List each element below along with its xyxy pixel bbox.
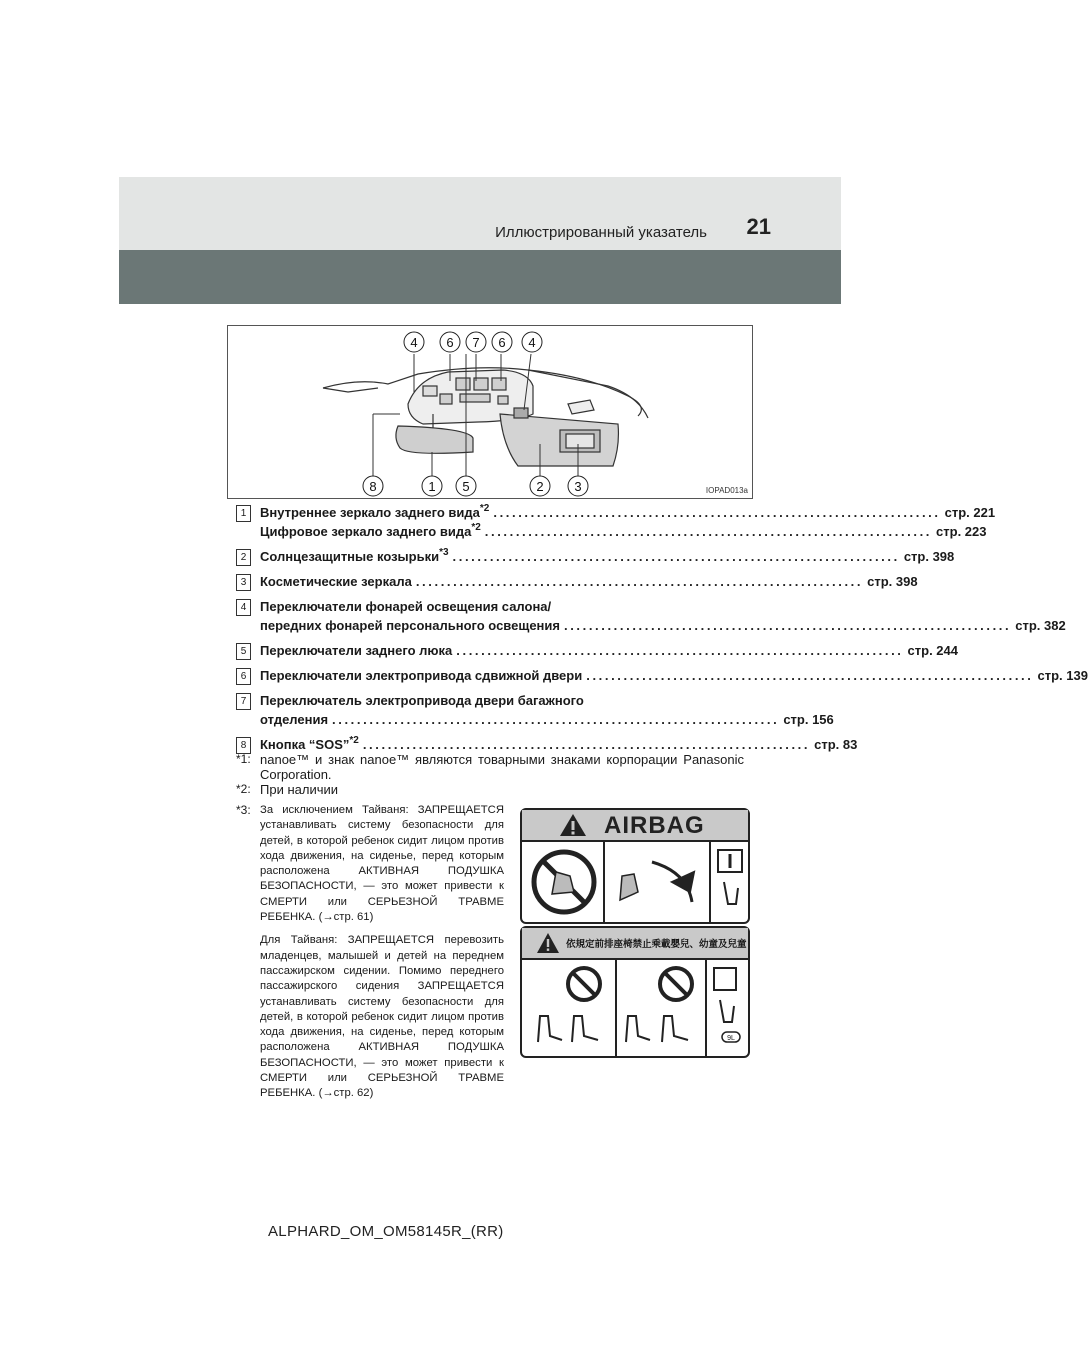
airbag-title: AIRBAG <box>604 812 705 839</box>
item-label: Кнопка “SOS” <box>260 737 350 752</box>
item-label: отделения <box>260 712 329 727</box>
label-badge: 9L <box>727 1035 735 1042</box>
list-item <box>236 597 1066 635</box>
item-number: 7 <box>236 693 251 710</box>
item-number: 1 <box>236 505 251 522</box>
item-label: Переключатели фонарей освещения салона/ <box>260 599 552 614</box>
header-band <box>119 177 841 250</box>
callout-bottom-2: 1 <box>428 479 436 494</box>
list-item <box>236 547 955 566</box>
bottom-callouts <box>363 476 588 496</box>
callout-top-2: 6 <box>446 335 454 350</box>
item-number: 2 <box>236 549 251 566</box>
footnote-1 <box>236 752 744 782</box>
footnotes <box>236 752 744 797</box>
page-ref[interactable]: стр. 221 <box>944 505 996 520</box>
footnote-ref: *3 <box>439 547 449 558</box>
leader-dots: ........................................................................ <box>563 618 1012 633</box>
callout-top-4: 6 <box>498 335 506 350</box>
callout-bottom-1: 8 <box>369 479 377 494</box>
callout-bottom-3: 5 <box>462 479 470 494</box>
page-ref[interactable]: стр. 139 <box>1037 668 1088 683</box>
figure-code: IOPAD013a <box>705 486 748 495</box>
footnote-paragraph: За исключением Тайваня: ЗАПРЕЩАЕТСЯ устанавливать систему безопасности для детей, в которой ребенок сидит лицом против хода движения, на сиденье, перед которым расположена АКТИВНАЯ ПОДУШКА БЕЗОПАСНОСТИ, — это может привести к СМЕРТИ или СЕРЬЕЗНОЙ ТРАВМЕ РЕБЕНКА. (→стр. 61) <box>260 804 504 924</box>
item-label: Косметические зеркала <box>260 574 412 589</box>
item-label: Переключатели заднего люка <box>260 643 453 658</box>
callout-top-5: 4 <box>528 335 536 350</box>
page-ref[interactable]: стр. 83 <box>814 737 858 752</box>
taiwan-pictograms <box>522 960 748 1056</box>
taiwan-warning-title: 依規定前排座椅禁止乘載嬰兒、幼童及兒童 <box>566 939 747 950</box>
items-list <box>236 503 1088 760</box>
overhead-console-drawing <box>228 326 752 498</box>
page-number: 21 <box>746 214 771 239</box>
list-item <box>236 666 1088 685</box>
footnote-mark: *3: <box>236 803 251 817</box>
leader-dots: ........................................................................ <box>332 712 780 727</box>
list-item <box>236 641 958 660</box>
callout-top-3: 7 <box>472 335 480 350</box>
item-label: Солнцезащитные козырьки <box>260 549 440 564</box>
footnote-mark: *1: <box>236 752 251 766</box>
leader-dots: ........................................................................ <box>452 549 900 564</box>
leader-dots: ........................................................................ <box>362 737 811 752</box>
taiwan-warning-label <box>520 926 750 1058</box>
page-ref[interactable]: стр. 156 <box>783 712 834 727</box>
page-ref[interactable]: стр. 244 <box>907 643 958 658</box>
item-label: Переключатель электропривода двери багажного <box>260 693 584 708</box>
page-ref[interactable]: стр. 398 <box>903 549 955 564</box>
footnote-text: При наличии <box>260 782 338 797</box>
item-number: 4 <box>236 599 251 616</box>
item-label: Внутреннее зеркало заднего вида <box>260 505 480 520</box>
item-number: 6 <box>236 668 251 685</box>
header-dark-band <box>119 250 841 304</box>
footnote-ref: *2 <box>349 735 359 746</box>
footnote-paragraph: Для Тайваня: ЗАПРЕЩАЕТСЯ перевозить младенцев, малышей и детей на переднем пассажирском сидении. Помимо переднего пассажирского сидения ЗАПРЕЩАЕТСЯ устанавливать систему безопасности для детей, в которой ребенок сидит лицом против хода движения, на сиденье, перед которым расположена АКТИВНАЯ ПОДУШКА БЕЗОПАСНОСТИ, — это может привести к СМЕРТИ или СЕРЬЕЗНОЙ ТРАВМЕ РЕБЕНКА. (→стр. 62) <box>260 934 504 1100</box>
list-item <box>236 691 834 729</box>
page-ref[interactable]: стр. 398 <box>867 574 918 589</box>
airbag-warning-label <box>520 808 750 924</box>
item-number: 3 <box>236 574 251 591</box>
leader-dots: ........................................................................ <box>415 574 864 589</box>
leader-dots: ........................................................................ <box>484 524 933 539</box>
overhead-illustration <box>227 325 753 499</box>
item-number: 5 <box>236 643 251 660</box>
callout-top-1: 4 <box>410 335 418 350</box>
callout-bottom-5: 3 <box>574 479 582 494</box>
leader-dots: ........................................................................ <box>493 505 941 520</box>
section-title: Иллюстрированный указатель <box>495 224 707 241</box>
footnote-mark: *2: <box>236 782 251 796</box>
item-number: 8 <box>236 737 251 754</box>
footnote-text: nanoe™ и знак nanoe™ являются товарными знаками корпорации Panasonic Corporation. <box>260 752 744 782</box>
callout-bottom-4: 2 <box>536 479 544 494</box>
list-item <box>236 572 918 591</box>
list-item <box>236 503 996 541</box>
leader-dots: ........................................................................ <box>456 643 904 658</box>
airbag-pictograms <box>522 842 748 922</box>
warning-triangle-icon <box>558 812 588 838</box>
top-callouts <box>404 332 542 352</box>
warning-triangle-icon <box>536 932 560 954</box>
footnote-ref: *2 <box>471 522 481 533</box>
footnote-2 <box>236 782 744 797</box>
item-label: Цифровое зеркало заднего вида <box>260 524 472 539</box>
item-label: Переключатели электропривода сдвижной двери <box>260 668 583 683</box>
document-footer: ALPHARD_OM_OM58145R_(RR) <box>268 1223 504 1240</box>
leader-dots: ........................................................................ <box>586 668 1034 683</box>
item-label: передних фонарей персонального освещения <box>260 618 560 633</box>
page-ref[interactable]: стр. 382 <box>1015 618 1066 633</box>
footnote-ref: *2 <box>479 503 490 514</box>
footnote-3 <box>236 803 504 1110</box>
page-ref[interactable]: стр. 223 <box>936 524 987 539</box>
